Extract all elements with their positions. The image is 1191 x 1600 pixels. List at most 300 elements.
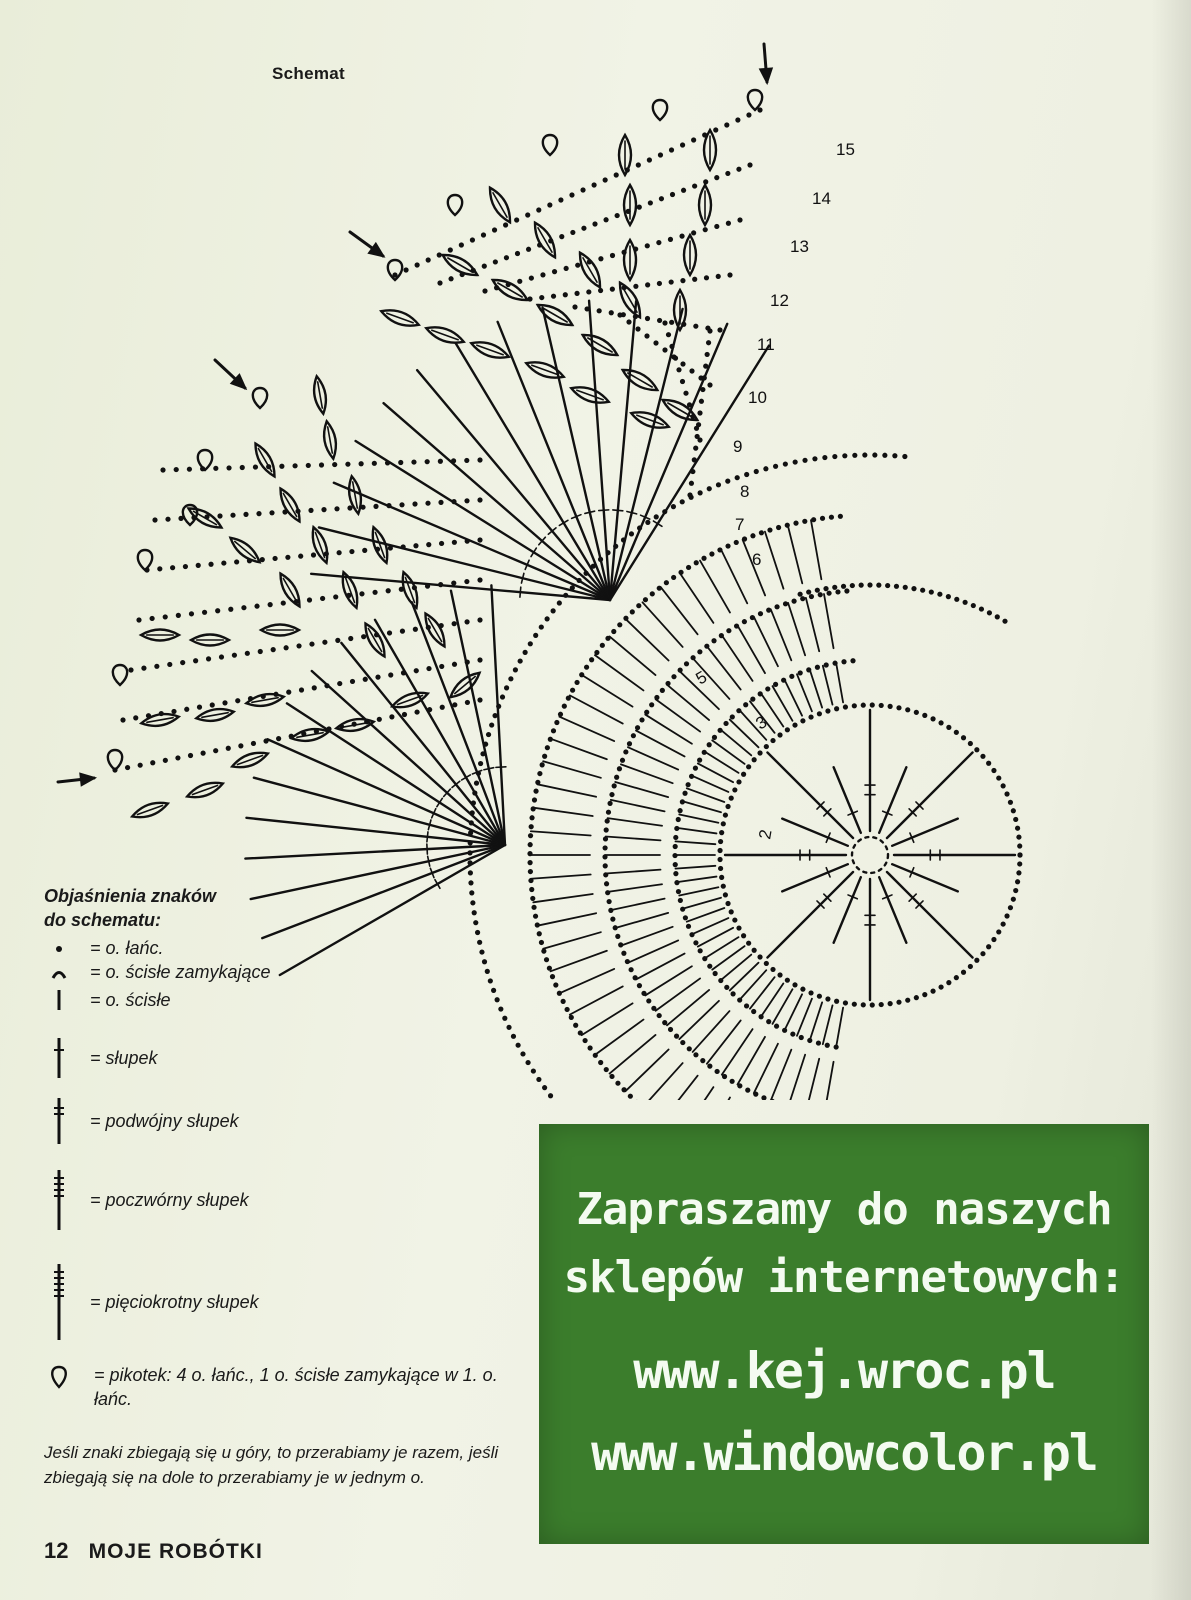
chain-dot xyxy=(736,779,741,784)
chain-dot xyxy=(298,554,303,559)
cluster-stitch xyxy=(398,695,423,704)
chain-dot xyxy=(607,801,612,806)
chain-dot xyxy=(683,391,688,396)
chain-dot xyxy=(968,964,973,969)
chain-dot xyxy=(808,714,813,719)
chain-dot xyxy=(513,667,518,672)
chain-dot xyxy=(581,226,586,231)
chain-dot xyxy=(528,641,533,646)
chain-dot xyxy=(559,234,564,239)
chain-dot xyxy=(536,207,541,212)
chain-dot xyxy=(790,1031,795,1036)
chain-dot xyxy=(750,697,755,702)
chain-dot xyxy=(645,243,650,248)
chain-dot xyxy=(587,1045,592,1050)
chain-dot xyxy=(359,461,364,466)
chain-dot xyxy=(337,681,342,686)
chain-dot xyxy=(721,884,726,889)
chain-dot xyxy=(605,818,610,823)
promo-line-1: Zapraszamy do naszych xyxy=(576,1184,1112,1235)
ring-stitch xyxy=(533,894,592,902)
chain-dot xyxy=(914,995,919,1000)
chain-dot xyxy=(620,758,625,763)
ring-stitch xyxy=(700,561,730,613)
chain-dot xyxy=(414,668,419,673)
chain-dot xyxy=(721,821,726,826)
chain-dot xyxy=(725,543,730,548)
chain-dot xyxy=(1013,888,1018,893)
chain-dot xyxy=(628,1094,633,1099)
chain-dot xyxy=(547,966,552,971)
chain-dot xyxy=(690,469,695,474)
chain-dot xyxy=(911,586,916,591)
chain-dot xyxy=(296,643,301,648)
chain-dot xyxy=(299,687,304,692)
chain-dot xyxy=(163,758,168,763)
legend-label-chain: = o. łańc. xyxy=(90,938,164,958)
chain-dot xyxy=(692,183,697,188)
chain-dot xyxy=(600,643,605,648)
chain-dot xyxy=(187,467,192,472)
chain-dot xyxy=(569,1015,574,1020)
chain-dot xyxy=(905,998,910,1003)
chain-dot xyxy=(551,608,556,613)
chain-dot xyxy=(626,319,631,324)
chain-dot xyxy=(1016,834,1021,839)
ring-stitch xyxy=(771,609,792,660)
chain-dot xyxy=(251,741,256,746)
chain-dot xyxy=(551,728,556,733)
chain-dot xyxy=(373,504,378,509)
ring-stitch xyxy=(810,1002,822,1040)
chain-dot xyxy=(631,733,636,738)
chain-dot xyxy=(312,685,317,690)
chain-dot xyxy=(946,980,951,985)
chain-dot xyxy=(160,467,165,472)
chain-dot xyxy=(843,704,848,709)
ring-stitch xyxy=(679,887,718,895)
ring-stitch xyxy=(531,875,591,879)
chain-dot xyxy=(1017,861,1022,866)
chain-dot xyxy=(465,700,470,705)
chain-dot xyxy=(504,255,509,260)
chain-dot xyxy=(774,604,779,609)
chain-dot xyxy=(888,704,893,709)
legend-heading-2: do schematu: xyxy=(44,910,162,930)
chain-dot xyxy=(648,200,653,205)
chain-dot xyxy=(548,1093,553,1098)
ring-stitch xyxy=(675,841,715,844)
chain-dot xyxy=(693,446,698,451)
chain-dot xyxy=(482,264,487,269)
chain-dot xyxy=(495,997,500,1002)
row-number-14: 14 xyxy=(812,189,831,208)
chain-dot xyxy=(477,577,482,582)
chain-dot xyxy=(254,604,259,609)
ring-stitch xyxy=(707,646,741,689)
chain-dot xyxy=(279,464,284,469)
chain-dot xyxy=(492,227,497,232)
ring-stitch xyxy=(656,978,700,1010)
chain-dot xyxy=(477,617,482,622)
stitch-mark xyxy=(245,845,505,859)
chain-dot xyxy=(699,399,704,404)
chain-dot xyxy=(693,940,698,945)
legend-row-slip xyxy=(44,962,271,983)
chain-dot xyxy=(707,1064,712,1069)
chain-dot xyxy=(245,651,250,656)
legend xyxy=(44,884,514,932)
chain-dot xyxy=(838,514,843,519)
chain-dot xyxy=(930,716,935,721)
chain-dot xyxy=(468,870,473,875)
chain-dot xyxy=(189,611,194,616)
picot-mark xyxy=(748,90,762,110)
chain-dot xyxy=(902,454,907,459)
chain-dot xyxy=(502,1016,507,1021)
legend-row-tr xyxy=(44,1096,239,1146)
ring-stitch xyxy=(692,918,729,934)
chain-dot xyxy=(128,667,133,672)
chain-dot xyxy=(174,467,179,472)
ring-stitch xyxy=(680,1087,714,1100)
chain-dot xyxy=(644,333,649,338)
chain-dot xyxy=(800,718,805,723)
chain-dot xyxy=(676,817,681,822)
chain-dot xyxy=(657,1013,662,1018)
chain-dot xyxy=(717,857,722,862)
chain-dot xyxy=(477,457,482,462)
legend-row-sc xyxy=(44,988,171,1012)
chain-dot xyxy=(276,736,281,741)
ring-stitch xyxy=(537,913,596,925)
chain-dot xyxy=(693,766,698,771)
chain-dot xyxy=(818,592,823,597)
chain-dot xyxy=(533,789,538,794)
chain-dot xyxy=(676,889,681,894)
chain-dot xyxy=(809,594,814,599)
chain-dot xyxy=(920,588,925,593)
chain-dot xyxy=(703,179,708,184)
chain-dot xyxy=(544,957,549,962)
chain-dot xyxy=(529,824,534,829)
chain-dot xyxy=(815,665,820,670)
chain-dot xyxy=(167,662,172,667)
ring-stitch xyxy=(656,699,700,731)
chain-dot xyxy=(361,634,366,639)
chain-dot xyxy=(529,275,534,280)
chain-dot xyxy=(820,516,825,521)
chain-dot xyxy=(196,563,201,568)
chain-dot xyxy=(491,988,496,993)
chain-dot xyxy=(929,589,934,594)
chain-dot xyxy=(659,196,664,201)
legend-label-dtr4: = poczwórny słupek xyxy=(90,1189,249,1210)
chain-dot xyxy=(680,142,685,147)
ring-stitch xyxy=(750,977,775,1009)
chain-dot xyxy=(824,662,829,667)
chain-dot xyxy=(806,589,811,594)
chain-dot xyxy=(464,619,469,624)
chain-dot xyxy=(554,720,559,725)
chain-dot xyxy=(438,459,443,464)
chain-dot xyxy=(777,972,782,977)
page-number: 12 xyxy=(44,1538,69,1563)
chain-dot xyxy=(511,1034,516,1039)
chain-dot xyxy=(486,732,491,737)
chain-dot xyxy=(332,462,337,467)
chain-dot xyxy=(636,162,641,167)
chain-dot xyxy=(235,698,240,703)
chain-dot xyxy=(961,735,966,740)
chain-dot xyxy=(770,967,775,972)
chain-dot xyxy=(324,683,329,688)
chain-dot xyxy=(724,985,729,990)
chain-dot xyxy=(552,269,557,274)
chain-dot xyxy=(764,744,769,749)
picot-mark xyxy=(253,388,267,408)
chain-dot xyxy=(537,931,542,936)
ring-stitch xyxy=(543,761,601,778)
chain-dot xyxy=(678,808,683,813)
chain-dot xyxy=(691,230,696,235)
ring-stitch xyxy=(687,908,725,922)
chain-dot xyxy=(452,540,457,545)
picot-mark xyxy=(448,195,462,215)
stitch-crossbar xyxy=(484,768,494,770)
stitch-crossbar xyxy=(428,856,430,866)
chain-dot xyxy=(611,629,616,634)
chain-dot xyxy=(673,835,678,840)
stitch-crossbar xyxy=(613,510,623,511)
promo-url-2[interactable]: www.windowcolor.pl xyxy=(591,1424,1097,1482)
chain-dot xyxy=(843,1000,848,1005)
ring-stitch xyxy=(608,818,662,826)
chain-dot xyxy=(704,275,709,280)
chain-dot xyxy=(485,969,490,974)
chain-dot xyxy=(527,860,532,865)
ring-stitch xyxy=(537,784,596,796)
chain-dot xyxy=(979,606,984,611)
chain-dot xyxy=(695,434,700,439)
ring-stitch xyxy=(628,747,678,769)
ring-stitch xyxy=(661,587,698,634)
chain-dot xyxy=(671,504,676,509)
chain-dot xyxy=(850,583,855,588)
legend-label-dtr5: = pięciokrotny słupek xyxy=(90,1291,259,1312)
chain-dot xyxy=(226,746,231,751)
stitch-mark xyxy=(417,370,610,600)
chain-dot xyxy=(411,459,416,464)
chain-dot xyxy=(822,455,827,460)
chain-dot xyxy=(427,707,432,712)
chain-dot xyxy=(852,453,857,458)
chain-dot xyxy=(692,457,697,462)
chain-dot xyxy=(635,326,640,331)
chain-dot xyxy=(183,564,188,569)
ring-stitch xyxy=(667,685,709,720)
chain-dot xyxy=(723,812,728,817)
chain-dot xyxy=(724,122,729,127)
chain-dot xyxy=(637,983,642,988)
chain-dot xyxy=(228,607,233,612)
start-arrow-head xyxy=(761,69,772,82)
chain-dot xyxy=(508,676,513,681)
ring-stitch xyxy=(683,801,721,812)
ring-stitch xyxy=(824,1062,834,1100)
chain-dot xyxy=(842,453,847,458)
chain-dot xyxy=(570,230,575,235)
promo-url-1[interactable]: www.kej.wroc.pl xyxy=(633,1342,1055,1400)
chain-dot xyxy=(545,745,550,750)
chain-dot xyxy=(539,295,544,300)
chain-dot xyxy=(215,608,220,613)
chain-dot xyxy=(744,472,749,477)
chain-dot xyxy=(686,924,691,929)
ring-stitch xyxy=(730,720,759,748)
ring-stitch xyxy=(677,877,717,883)
chain-dot xyxy=(200,466,205,471)
chain-dot xyxy=(448,247,453,252)
chain-dot xyxy=(375,675,380,680)
chain-dot xyxy=(474,781,479,786)
chain-dot xyxy=(482,288,487,293)
chain-dot xyxy=(213,466,218,471)
picot-mark xyxy=(113,665,127,685)
chain-dot xyxy=(777,732,782,737)
picot-mark xyxy=(198,450,212,470)
chain-dot xyxy=(403,267,408,272)
chain-dot xyxy=(657,281,662,286)
chain-dot xyxy=(696,422,701,427)
chain-dot xyxy=(751,1009,756,1014)
chain-dot xyxy=(607,899,612,904)
chain-dot xyxy=(154,664,159,669)
chain-dot xyxy=(345,462,350,467)
chain-dot xyxy=(621,951,626,956)
chain-dot xyxy=(1008,800,1013,805)
chain-dot xyxy=(850,658,855,663)
chain-dot xyxy=(528,842,533,847)
chain-dot xyxy=(597,308,602,313)
ring-stitch xyxy=(608,884,662,892)
chain-dot xyxy=(961,970,966,975)
row-number-2: 2 xyxy=(755,828,776,841)
ring-stitch xyxy=(730,963,759,991)
chain-dot xyxy=(1004,791,1009,796)
chain-dot xyxy=(717,327,722,332)
chain-dot xyxy=(800,987,805,992)
chain-dot xyxy=(673,356,678,361)
chain-dot xyxy=(773,682,778,687)
ring-stitch xyxy=(570,986,623,1014)
chain-dot xyxy=(766,1019,771,1024)
chain-dot xyxy=(213,748,218,753)
chain-dot xyxy=(574,680,579,685)
chain-dot xyxy=(238,743,243,748)
chain-dot xyxy=(746,764,751,769)
chain-dot xyxy=(793,521,798,526)
picot-mark xyxy=(138,550,152,570)
chain-dot xyxy=(862,452,867,457)
chain-dot xyxy=(669,320,674,325)
chain-dot xyxy=(723,892,728,897)
chain-dot xyxy=(285,555,290,560)
row-number-11: 11 xyxy=(757,335,775,354)
chain-dot xyxy=(705,352,710,357)
chain-dot xyxy=(859,583,864,588)
chain-dot xyxy=(680,278,685,283)
chain-dot xyxy=(922,713,927,718)
chain-dot xyxy=(747,162,752,167)
row-number-9: 9 xyxy=(733,437,743,456)
chain-dot xyxy=(363,677,368,682)
chain-dot xyxy=(882,453,887,458)
chain-dot xyxy=(716,274,721,279)
chain-dot xyxy=(562,704,567,709)
chain-dot xyxy=(701,556,706,561)
row-number-7: 7 xyxy=(735,515,745,534)
ring-stitch xyxy=(788,1055,805,1100)
chain-dot xyxy=(938,984,943,989)
promo-banner xyxy=(539,1124,1149,1544)
ring-stitch xyxy=(551,739,607,760)
center-ring xyxy=(852,837,888,873)
chain-dot xyxy=(540,272,545,277)
chain-dot xyxy=(210,702,215,707)
chain-dot xyxy=(413,627,418,632)
ring-stitch xyxy=(551,951,607,972)
chain-dot xyxy=(188,753,193,758)
chain-dot xyxy=(615,213,620,218)
ring-stitch xyxy=(771,1050,792,1100)
ring-stitch xyxy=(621,927,673,946)
chain-dot xyxy=(334,506,339,511)
stitch-mark xyxy=(767,752,853,838)
chain-dot xyxy=(610,287,615,292)
chain-dot xyxy=(604,881,609,886)
stitch-mark xyxy=(455,343,610,600)
chain-dot xyxy=(372,590,377,595)
ring-stitch xyxy=(679,814,718,822)
chain-dot xyxy=(719,875,724,880)
chain-dot xyxy=(451,499,456,504)
chain-dot xyxy=(668,1027,673,1032)
chain-dot xyxy=(658,152,663,157)
chain-dot xyxy=(623,749,628,754)
chain-dot xyxy=(744,1003,749,1008)
chain-dot xyxy=(286,690,291,695)
ring-stitch xyxy=(692,776,729,792)
chain-dot xyxy=(477,537,482,542)
chain-dot xyxy=(591,182,596,187)
chain-dot xyxy=(321,507,326,512)
chain-dot xyxy=(785,978,790,983)
chain-dot xyxy=(825,996,830,1001)
chain-dot xyxy=(465,660,470,665)
chain-dot xyxy=(697,410,702,415)
chain-dot xyxy=(834,706,839,711)
chain-dot xyxy=(852,703,857,708)
chain-dot xyxy=(572,304,577,309)
chain-dot xyxy=(774,1024,779,1029)
chain-dot xyxy=(574,291,579,296)
chain-dot xyxy=(808,990,813,995)
chain-dot xyxy=(615,1081,620,1086)
chain-dot xyxy=(650,591,655,596)
chain-dot xyxy=(879,703,884,708)
chain-dot xyxy=(736,167,741,172)
